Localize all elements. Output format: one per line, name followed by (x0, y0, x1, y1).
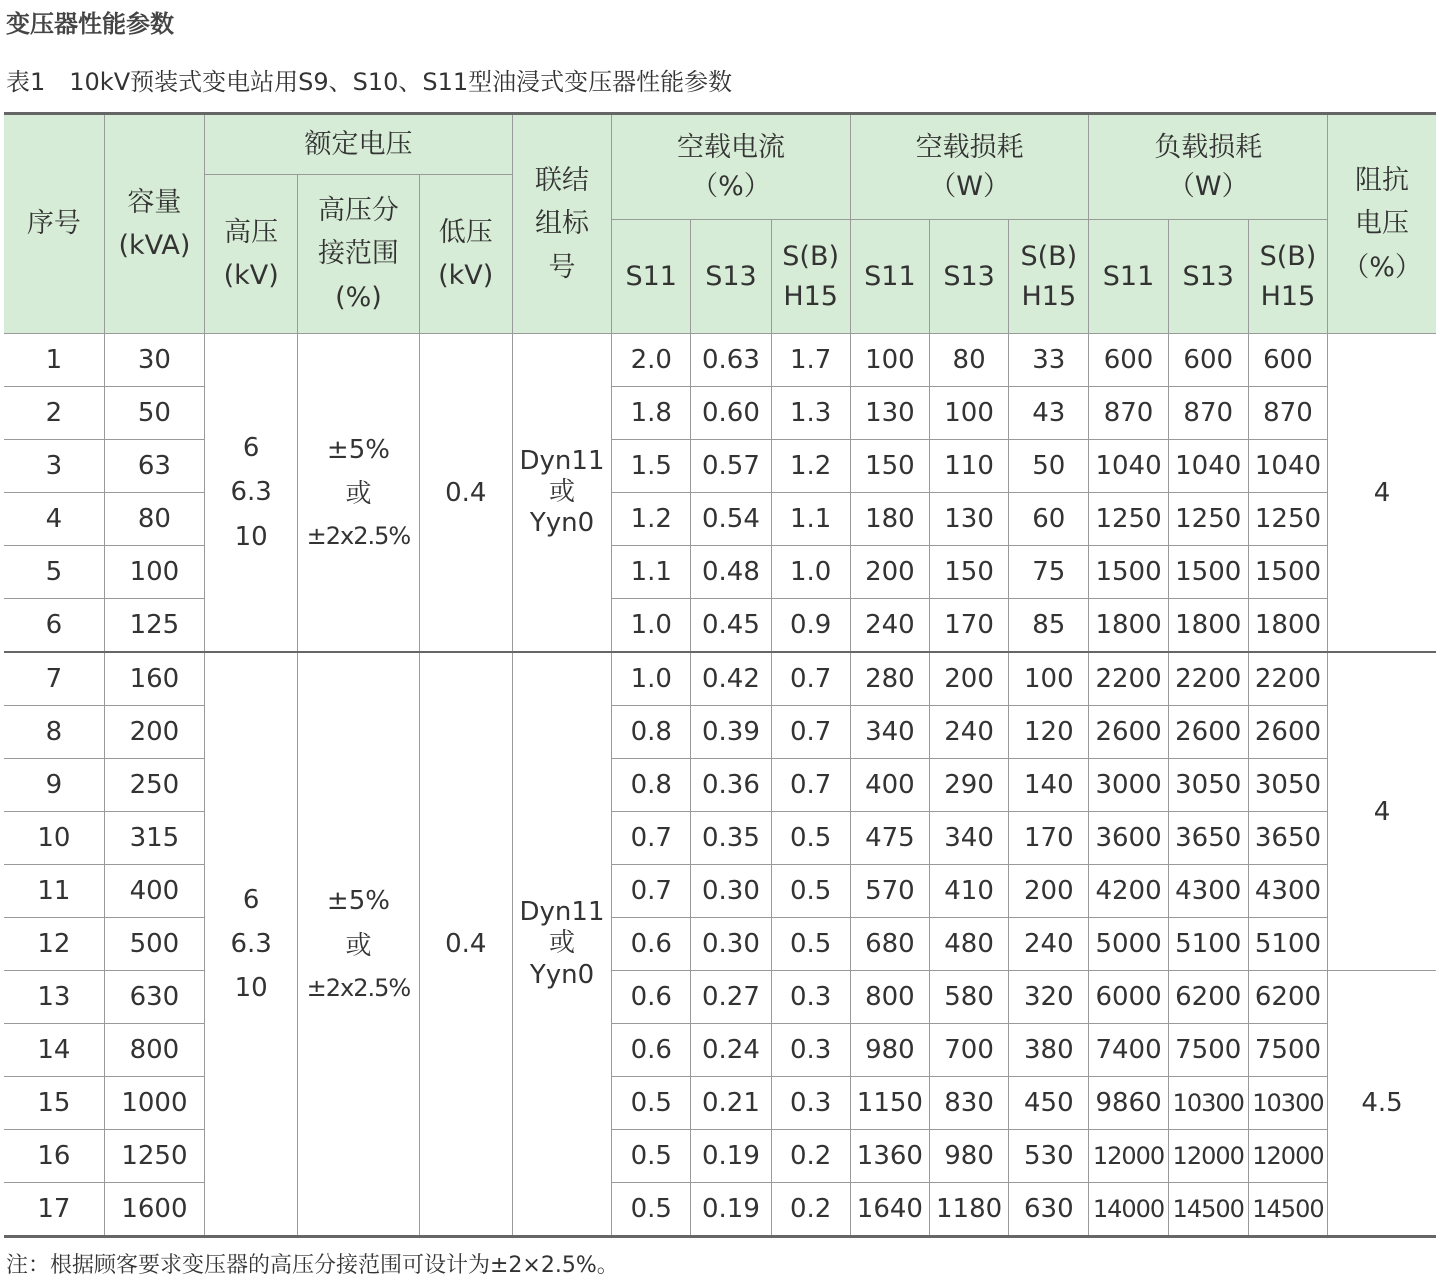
load-cell: 3050 (1168, 759, 1248, 812)
header-tap-line1: 高压分 (317, 195, 399, 227)
load-cell: 3650 (1248, 812, 1327, 865)
noload-cell: 480 (929, 918, 1008, 971)
sub-sb: S(B) (782, 241, 840, 273)
hv-cell-line: 6 (242, 884, 260, 915)
current-cell: 0.54 (691, 493, 771, 546)
vector-cell-line: Yyn0 (529, 508, 595, 539)
sub-h15: H15 (1260, 280, 1316, 312)
header-nll-label: 空载损耗 (915, 131, 1024, 163)
row-index: 7 (4, 652, 104, 706)
footnote: 注：根据顾客要求变压器的高压分接范围可设计为±2×2.5%。 (6, 1253, 619, 1278)
current-cell: 0.8 (612, 706, 691, 759)
row-capacity: 800 (104, 1024, 204, 1077)
current-cell: 0.9 (771, 599, 850, 653)
table-body (4, 334, 1436, 1237)
section-heading: 变压器性能参数 (6, 10, 174, 38)
current-cell: 1.2 (612, 493, 691, 546)
row-capacity: 30 (104, 334, 204, 387)
header-capacity-unit: (kVA) (118, 230, 191, 261)
row-capacity: 200 (104, 706, 204, 759)
noload-cell: 120 (1009, 706, 1089, 759)
noload-cell: 75 (1009, 546, 1089, 599)
load-cell: 1500 (1248, 546, 1327, 599)
current-cell: 0.6 (612, 918, 691, 971)
noload-cell: 43 (1009, 387, 1089, 440)
load-cell: 10300 (1168, 1077, 1248, 1130)
noload-cell: 200 (929, 652, 1008, 706)
current-cell: 0.8 (612, 759, 691, 812)
vector-cell (512, 334, 611, 653)
load-cell: 2600 (1248, 706, 1327, 759)
header-impedance (1328, 114, 1436, 334)
noload-cell: 240 (850, 599, 929, 653)
load-cell: 2200 (1248, 652, 1327, 706)
current-cell: 1.0 (612, 652, 691, 706)
row-index: 14 (4, 1024, 104, 1077)
noload-cell: 1360 (850, 1130, 929, 1183)
noload-cell: 150 (850, 440, 929, 493)
current-cell: 0.3 (771, 1077, 850, 1130)
current-cell: 0.48 (691, 546, 771, 599)
load-cell: 1040 (1089, 440, 1168, 493)
sub-nlc-s13: S13 (691, 220, 771, 334)
header-nll-unit: （W） (929, 171, 1010, 202)
load-cell: 10300 (1248, 1077, 1327, 1130)
row-capacity: 63 (104, 440, 204, 493)
current-cell: 1.0 (771, 546, 850, 599)
header-nlc-unit: （%） (691, 171, 771, 202)
noload-cell: 170 (1009, 812, 1089, 865)
load-cell: 600 (1089, 334, 1168, 387)
noload-cell: 570 (850, 865, 929, 918)
noload-cell: 680 (850, 918, 929, 971)
header-tap-range (298, 175, 419, 334)
load-cell: 6200 (1248, 971, 1327, 1024)
current-cell: 0.5 (771, 812, 850, 865)
noload-cell: 410 (929, 865, 1008, 918)
current-cell: 1.1 (612, 546, 691, 599)
vector-cell-line: 或 (549, 928, 576, 959)
table-row (4, 652, 1436, 706)
row-capacity: 250 (104, 759, 204, 812)
header-imp-line1: 阻抗 (1355, 165, 1410, 197)
current-cell: 0.5 (771, 918, 850, 971)
header-rated-voltage: 额定电压 (205, 114, 513, 175)
sub-nlc-sbh15 (771, 220, 850, 334)
noload-cell: 240 (929, 706, 1008, 759)
load-cell: 12000 (1089, 1130, 1168, 1183)
noload-cell: 100 (929, 387, 1008, 440)
current-cell: 0.19 (691, 1130, 771, 1183)
row-index: 10 (4, 812, 104, 865)
load-cell: 1500 (1168, 546, 1248, 599)
current-cell: 0.60 (691, 387, 771, 440)
sub-nlc-s11: S11 (612, 220, 691, 334)
current-cell: 1.8 (612, 387, 691, 440)
current-cell: 0.5 (612, 1183, 691, 1237)
row-index: 13 (4, 971, 104, 1024)
tap-cell-line: ±2x2.5% (306, 973, 411, 1002)
load-cell: 5000 (1089, 918, 1168, 971)
current-cell: 0.2 (771, 1130, 850, 1183)
row-capacity: 1000 (104, 1077, 204, 1130)
load-cell: 1250 (1168, 493, 1248, 546)
load-cell: 3650 (1168, 812, 1248, 865)
header-nlc-label: 空载电流 (676, 131, 785, 163)
header-hv (205, 175, 298, 334)
noload-cell: 33 (1009, 334, 1089, 387)
current-cell: 0.30 (691, 865, 771, 918)
load-cell: 2600 (1089, 706, 1168, 759)
impedance-cell: 4 (1328, 334, 1436, 653)
hv-cell-line: 10 (234, 521, 268, 552)
noload-cell: 150 (929, 546, 1008, 599)
noload-cell: 110 (929, 440, 1008, 493)
noload-cell: 200 (850, 546, 929, 599)
load-cell: 12000 (1168, 1130, 1248, 1183)
current-cell: 0.24 (691, 1024, 771, 1077)
vector-cell-line: 或 (549, 476, 576, 507)
impedance-cell: 4 (1328, 652, 1436, 971)
load-cell: 6200 (1168, 971, 1248, 1024)
header-load-loss (1089, 114, 1328, 220)
row-index: 11 (4, 865, 104, 918)
tap-cell-line: ±5% (326, 434, 390, 465)
row-index: 16 (4, 1130, 104, 1183)
load-cell: 1040 (1168, 440, 1248, 493)
load-cell: 12000 (1248, 1130, 1327, 1183)
load-cell: 4300 (1248, 865, 1327, 918)
row-index: 1 (4, 334, 104, 387)
current-cell: 0.6 (612, 1024, 691, 1077)
noload-cell: 200 (1009, 865, 1089, 918)
load-cell: 600 (1168, 334, 1248, 387)
noload-cell: 980 (929, 1130, 1008, 1183)
current-cell: 0.7 (612, 865, 691, 918)
vector-cell-line: Dyn11 (519, 445, 605, 476)
noload-cell: 530 (1009, 1130, 1089, 1183)
hv-cell (205, 652, 298, 1237)
header-capacity-label: 容量 (127, 186, 182, 218)
load-cell: 3050 (1248, 759, 1327, 812)
row-index: 17 (4, 1183, 104, 1237)
noload-cell: 380 (1009, 1024, 1089, 1077)
load-cell: 1800 (1089, 599, 1168, 653)
row-capacity: 50 (104, 387, 204, 440)
current-cell: 0.6 (612, 971, 691, 1024)
load-cell: 2600 (1168, 706, 1248, 759)
vector-cell-line: Dyn11 (519, 897, 605, 928)
tap-cell (298, 334, 419, 653)
current-cell: 1.5 (612, 440, 691, 493)
row-index: 2 (4, 387, 104, 440)
tap-cell-line: ±2x2.5% (306, 522, 411, 551)
load-cell: 1040 (1248, 440, 1327, 493)
header-tap-line2: 接范围 (317, 238, 399, 270)
tap-cell-line: ±5% (326, 886, 390, 917)
current-cell: 0.5 (612, 1130, 691, 1183)
noload-cell: 50 (1009, 440, 1089, 493)
sub-h15: H15 (1021, 280, 1077, 312)
noload-cell: 170 (929, 599, 1008, 653)
current-cell: 0.42 (691, 652, 771, 706)
current-cell: 1.2 (771, 440, 850, 493)
sub-ll-sbh15 (1248, 220, 1327, 334)
header-vector-line3: 号 (548, 251, 576, 283)
current-cell: 1.3 (771, 387, 850, 440)
current-cell: 0.63 (691, 334, 771, 387)
row-index: 3 (4, 440, 104, 493)
header-tap-unit: (%) (335, 281, 382, 313)
hv-cell-line: 6.3 (230, 928, 272, 959)
header-vector-line1: 联结 (535, 165, 589, 197)
current-cell: 0.21 (691, 1077, 771, 1130)
sub-nll-s13: S13 (929, 220, 1008, 334)
current-cell: 0.7 (612, 812, 691, 865)
header-capacity (104, 114, 204, 334)
load-cell: 4300 (1168, 865, 1248, 918)
table-caption: 表1 10kV预装式变电站用S9、S10、S11型油浸式变压器性能参数 (6, 68, 733, 96)
noload-cell: 630 (1009, 1183, 1089, 1237)
noload-cell: 800 (850, 971, 929, 1024)
row-capacity: 160 (104, 652, 204, 706)
row-capacity: 1600 (104, 1183, 204, 1237)
current-cell: 0.45 (691, 599, 771, 653)
row-index: 4 (4, 493, 104, 546)
row-index: 6 (4, 599, 104, 653)
load-cell: 870 (1248, 387, 1327, 440)
hv-cell-line: 10 (234, 973, 268, 1004)
current-cell: 0.7 (771, 706, 850, 759)
tap-cell-line: 或 (345, 479, 372, 510)
header-imp-unit: （%） (1342, 251, 1422, 283)
noload-cell: 1640 (850, 1183, 929, 1237)
load-cell: 5100 (1248, 918, 1327, 971)
noload-cell: 280 (850, 652, 929, 706)
noload-cell: 240 (1009, 918, 1089, 971)
impedance-cell: 4.5 (1328, 971, 1436, 1237)
current-cell: 0.7 (771, 759, 850, 812)
noload-cell: 700 (929, 1024, 1008, 1077)
row-index: 5 (4, 546, 104, 599)
row-capacity: 630 (104, 971, 204, 1024)
header-hv-unit: (kV) (223, 260, 279, 291)
row-capacity: 500 (104, 918, 204, 971)
noload-cell: 1180 (929, 1183, 1008, 1237)
row-capacity: 100 (104, 546, 204, 599)
sub-nll-sbh15 (1009, 220, 1089, 334)
noload-cell: 980 (850, 1024, 929, 1077)
load-cell: 1250 (1248, 493, 1327, 546)
table-row (4, 334, 1436, 387)
lv-cell: 0.4 (419, 652, 512, 1237)
row-capacity: 315 (104, 812, 204, 865)
load-cell: 14500 (1168, 1183, 1248, 1237)
current-cell: 0.27 (691, 971, 771, 1024)
load-cell: 7500 (1248, 1024, 1327, 1077)
hv-cell (205, 334, 298, 653)
current-cell: 0.30 (691, 918, 771, 971)
header-no-load-current (612, 114, 851, 220)
current-cell: 1.0 (612, 599, 691, 653)
sub-ll-s11: S11 (1089, 220, 1168, 334)
noload-cell: 140 (1009, 759, 1089, 812)
load-cell: 1800 (1248, 599, 1327, 653)
noload-cell: 290 (929, 759, 1008, 812)
lv-cell: 0.4 (419, 334, 512, 653)
noload-cell: 130 (929, 493, 1008, 546)
noload-cell: 60 (1009, 493, 1089, 546)
noload-cell: 475 (850, 812, 929, 865)
header-vector-group (512, 114, 611, 334)
noload-cell: 830 (929, 1077, 1008, 1130)
header-hv-label: 高压 (224, 216, 279, 248)
current-cell: 0.39 (691, 706, 771, 759)
current-cell: 0.57 (691, 440, 771, 493)
current-cell: 2.0 (612, 334, 691, 387)
sub-h15: H15 (783, 280, 838, 312)
load-cell: 7400 (1089, 1024, 1168, 1077)
row-capacity: 1250 (104, 1130, 204, 1183)
load-cell: 870 (1089, 387, 1168, 440)
noload-cell: 85 (1009, 599, 1089, 653)
current-cell: 0.3 (771, 971, 850, 1024)
sub-sb: S(B) (1259, 241, 1317, 273)
current-cell: 0.19 (691, 1183, 771, 1237)
noload-cell: 1150 (850, 1077, 929, 1130)
current-cell: 0.35 (691, 812, 771, 865)
current-cell: 0.5 (771, 865, 850, 918)
header-imp-line2: 电压 (1355, 208, 1410, 240)
noload-cell: 80 (929, 334, 1008, 387)
sub-nll-s11: S11 (850, 220, 929, 334)
row-capacity: 400 (104, 865, 204, 918)
row-index: 8 (4, 706, 104, 759)
sub-ll-s13: S13 (1168, 220, 1248, 334)
load-cell: 6000 (1089, 971, 1168, 1024)
load-cell: 7500 (1168, 1024, 1248, 1077)
noload-cell: 580 (929, 971, 1008, 1024)
load-cell: 4200 (1089, 865, 1168, 918)
row-index: 15 (4, 1077, 104, 1130)
row-capacity: 125 (104, 599, 204, 653)
noload-cell: 180 (850, 493, 929, 546)
load-cell: 1800 (1168, 599, 1248, 653)
tap-cell (298, 652, 419, 1237)
current-cell: 0.3 (771, 1024, 850, 1077)
current-cell: 0.5 (612, 1077, 691, 1130)
row-index: 9 (4, 759, 104, 812)
noload-cell: 320 (1009, 971, 1089, 1024)
load-cell: 2200 (1168, 652, 1248, 706)
header-ll-unit: （W） (1167, 171, 1249, 202)
tap-cell-line: 或 (345, 930, 372, 961)
noload-cell: 100 (850, 334, 929, 387)
current-cell: 1.1 (771, 493, 850, 546)
noload-cell: 100 (1009, 652, 1089, 706)
load-cell: 1500 (1089, 546, 1168, 599)
hv-cell-line: 6.3 (230, 477, 272, 508)
header-index: 序号 (4, 114, 104, 334)
load-cell: 14500 (1248, 1183, 1327, 1237)
noload-cell: 130 (850, 387, 929, 440)
load-cell: 3600 (1089, 812, 1168, 865)
vector-cell (512, 652, 611, 1237)
vector-cell-line: Yyn0 (529, 959, 595, 990)
current-cell: 0.2 (771, 1183, 850, 1237)
row-capacity: 80 (104, 493, 204, 546)
load-cell: 870 (1168, 387, 1248, 440)
load-cell: 600 (1248, 334, 1327, 387)
load-cell: 2200 (1089, 652, 1168, 706)
load-cell: 14000 (1089, 1183, 1168, 1237)
current-cell: 1.7 (771, 334, 850, 387)
noload-cell: 340 (850, 706, 929, 759)
hv-cell-line: 6 (242, 433, 260, 464)
sub-sb: S(B) (1020, 241, 1078, 273)
header-lv (419, 175, 512, 334)
load-cell: 5100 (1168, 918, 1248, 971)
noload-cell: 450 (1009, 1077, 1089, 1130)
header-lv-label: 低压 (438, 216, 493, 248)
load-cell: 9860 (1089, 1077, 1168, 1130)
row-index: 12 (4, 918, 104, 971)
current-cell: 0.7 (771, 652, 850, 706)
header-vector-line2: 组标 (535, 208, 589, 240)
header-no-load-loss (850, 114, 1089, 220)
header-lv-unit: (kV) (438, 260, 494, 291)
header-ll-label: 负载损耗 (1154, 131, 1263, 163)
load-cell: 3000 (1089, 759, 1168, 812)
noload-cell: 400 (850, 759, 929, 812)
load-cell: 1250 (1089, 493, 1168, 546)
noload-cell: 340 (929, 812, 1008, 865)
current-cell: 0.36 (691, 759, 771, 812)
transformer-performance-table (4, 112, 1436, 1238)
